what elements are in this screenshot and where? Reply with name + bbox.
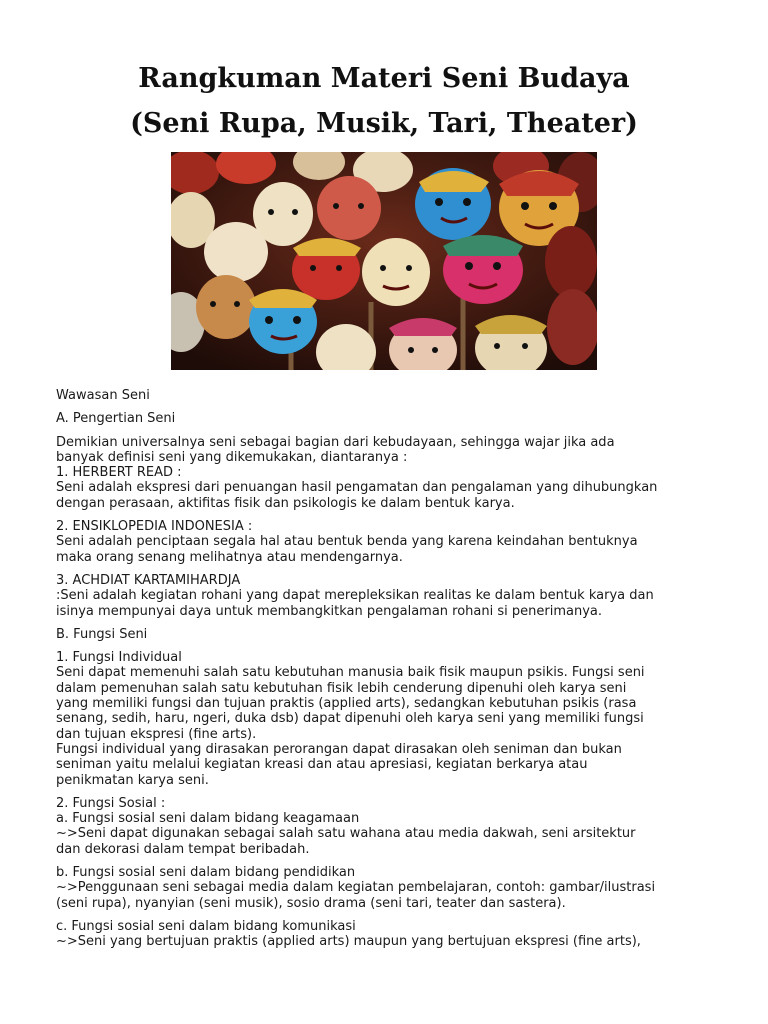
paragraph-fungsi-sosial-keagamaan: 2. Fungsi Sosial : a. Fungsi sosial seni dalam bidang keagamaan ~>Seni dapat digunakan sebagai salah satu wahana atau media dakwah, seni arsitektur dan dekorasi dalam tempat beribadah. — [56, 795, 636, 857]
paragraph-definisi-herbert-read: Demikian universalnya seni sebagai bagian dari kebudayaan, sehingga wajar jika ada banyak definisi seni yang dikemukakan, diantaranya : 1. HERBERT READ : Seni adalah ekspresi dari penuangan hasil pengamatan dan pengalaman yang dihubungkan dengan perasaan, aktifitas fisik dan psikologis ke dalam bentuk karya. — [56, 434, 658, 511]
document-body — [56, 388, 718, 958]
document-title-line-1: Rangkuman Materi Seni Budaya — [138, 63, 630, 94]
paragraph-fungsi-sosial-komunikasi: c. Fungsi sosial seni dalam bidang komunikasi ~>Seni yang bertujuan praktis (applied arts) maupun yang bertujuan ekspresi (fine arts), — [56, 918, 641, 950]
paragraph-fungsi-individual: 1. Fungsi Individual Seni dapat memenuhi salah satu kebutuhan manusia baik fisik maupun psikis. Fungsi seni dalam pemenuhan salah satu kebutuhan fisik lebih cenderung dipenuhi oleh karya seni yang memiliki fungsi dan tujuan praktis (applied arts), sedangkan kebutuhan psikis (rasa senang, sedih, haru, ngeri, duka dsb) dapat dipenuhi oleh karya seni yang memiliki fungsi dan tujuan ekspresi (fine arts). Fungsi individual yang dirasakan perorangan dapat dirasakan oleh seniman dan bukan seniman yaitu melalui kegiatan kreasi dan atau apresiasi, kegiatan berkarya atau penikmatan karya seni. — [56, 650, 645, 788]
wayang-masks-illustration — [171, 152, 597, 370]
section-heading-pengertian-seni: A. Pengertian Seni — [56, 411, 176, 427]
document-title-line-2: (Seni Rupa, Musik, Tari, Theater) — [130, 108, 638, 139]
paragraph-fungsi-sosial-pendidikan: b. Fungsi sosial seni dalam bidang pendidikan ~>Penggunaan seni sebagai media dalam kegiatan pembelajaran, contoh: gambar/ilustrasi (seni rupa), nyanyian (seni musik), sosio drama (seni tari, teater dan sastera). — [56, 865, 656, 911]
wayang-masks-image — [171, 152, 597, 370]
section-heading-fungsi-seni: B. Fungsi Seni — [56, 626, 148, 642]
paragraph-achdiat-kartamihardja: 3. ACHDIAT KARTAMIHARDJA :Seni adalah kegiatan rohani yang dapat merepleksikan realitas ke dalam bentuk karya dan isinya mempunyai daya untuk membangkitkan pengalaman rohani si penerimanya. — [56, 572, 654, 619]
section-heading-wawasan-seni: Wawasan Seni — [56, 388, 150, 403]
paragraph-ensiklopedia-indonesia: 2. ENSIKLOPEDIA INDONESIA : Seni adalah penciptaan segala hal atau bentuk benda yang karena keindahan bentuknya maka orang senang melihatnya atau mendengarnya. — [56, 519, 638, 565]
